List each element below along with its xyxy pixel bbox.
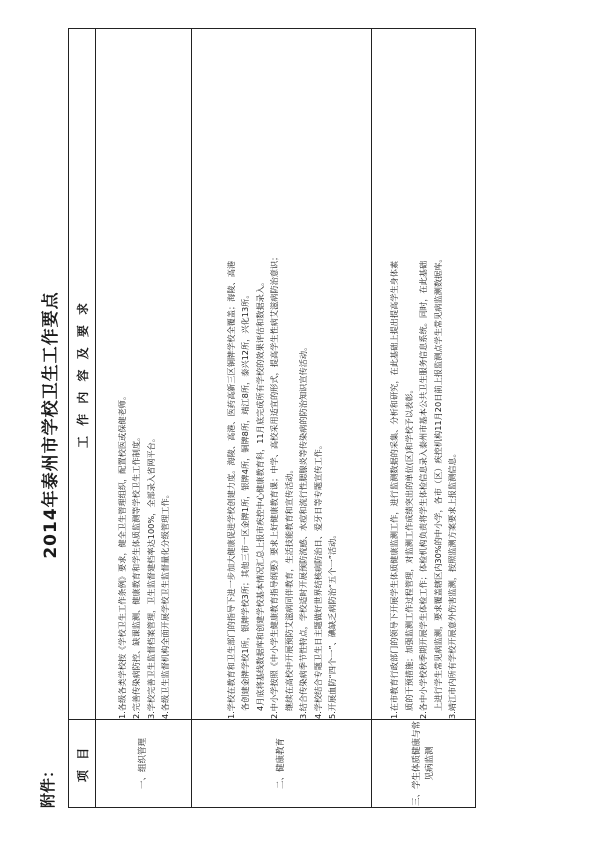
header-item: 项 目 <box>69 720 96 808</box>
section-name: 三、学生体质健康与常见病监测 <box>372 720 476 808</box>
item-line: 5.开展血防“四个一”、碘缺乏病防治“五个一”活动。 <box>327 530 337 719</box>
item-line: 3.靖江市内所有学校开展意外伤害监测，按照监测方案要求上报监测信息。 <box>447 449 458 719</box>
item-line: 2.各中小学校秋季期开展学生体检工作；体检机构负责将学生体检信息录入泰州市基本公共卫生服务信息系统。同时，在此基础 <box>418 260 429 719</box>
section-row-organization <box>96 29 192 808</box>
item-line: 4月底将基线数据库和创建学校基本情况汇总上报市疾控中心健康教育科，11月底完成所有学校的效果评估和数据录入。 <box>254 277 265 711</box>
item-line: 1.在市教育行政部门的领导下开展学生体质健康监测工作，进行监测数据的采集、分析和研究，在此基础上提出提高学生身体素 <box>389 260 400 719</box>
section-row-physical-health <box>372 29 476 808</box>
section-row-health-education <box>192 29 372 808</box>
item-line: 2.中小学按照《中小学生健康教育指导纲要》要求上好健康教育课；中学、高校采用适宜的形式，提高学生性病艾滋病防治意识； <box>269 252 279 719</box>
item-line: 4.各级卫生监督机构全面开展学校卫生监督量化分级管理工作。 <box>160 490 170 719</box>
item-line: 4.学校结合专题卫生日主题做好世界结核病防治日、爱牙日等专题宣传工作。 <box>312 440 323 719</box>
item-line: 3.结合传染病季节性特点，学校适时开展预防流感、水痘和流行性腮腺炎等传染病的防治知识宣传活动。 <box>298 342 308 719</box>
page-title: 2014年泰州市学校卫生工作要点 <box>41 291 61 559</box>
section-items <box>96 29 192 720</box>
item-line: 质的干预措施；加强监测工作过程管理，对监测工作成绩突出的单位(区)和学校予以表彰。 <box>403 385 414 711</box>
header-content: 工 作 内 容 及 要 求 <box>69 29 96 720</box>
item-line: 继续在高校中开展预防艾滋病同伴教育，生活技能教育和宣传活动。 <box>283 465 294 711</box>
item-line: 3.学校完善卫生监督档案管理，卫生监督建档率达100%，全部录入省网平台。 <box>145 433 156 719</box>
item-line: 2.完善传染病防控、缺课监测、健康教育和学生体质监测等学校卫生工作制度。 <box>131 432 141 719</box>
attachment-label: 附件： <box>39 762 57 808</box>
section-name: 一、组织管理 <box>96 720 192 808</box>
work-plan-table <box>68 28 476 808</box>
item-line: 各创建金牌学校1所，银牌学校3所；其他三市一区金牌1所，银牌4所，铜牌8所，靖江8所，泰兴12所，兴化13所。 <box>240 290 250 711</box>
section-items <box>372 29 476 720</box>
item-line: 1.学校在教育和卫生部门的指导下进一步加大健康促进学校创建力度。海陵、高港、医药高新三区铜牌学校全覆盖；海陵、高港 <box>225 260 236 719</box>
table-header-row <box>69 29 96 808</box>
section-items <box>192 29 372 720</box>
item-line: 上进行学生常见病监测，要求覆盖辖区内30%的中小学，各市（区）疾控机构11月20日前上报监测点学生常见病监测数据库。 <box>432 254 443 711</box>
section-name: 二、健康教育 <box>192 720 372 808</box>
item-line: 1.各级各类学校按《学校卫生工作条例》要求，健全卫生管理组织，配置校医或保健老师。 <box>116 391 127 719</box>
